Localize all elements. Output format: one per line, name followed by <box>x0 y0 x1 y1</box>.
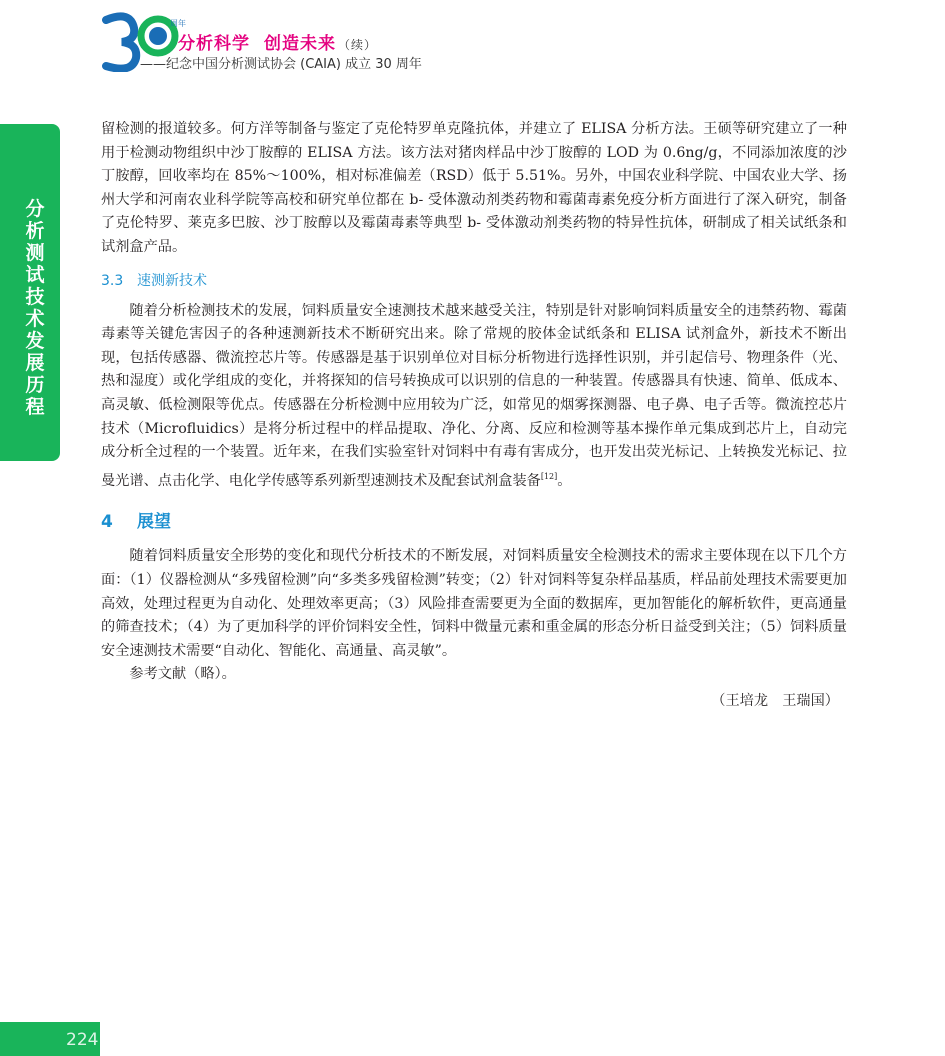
side-section-title: 分析测试技术发展历程 <box>25 198 45 418</box>
anniversary-label: 周年 <box>170 19 186 28</box>
page-number: 224 <box>66 1030 99 1050</box>
section-3-3-paragraph <box>101 300 847 494</box>
section-3-3-title: 速测新技术 <box>137 272 207 289</box>
slogan-left: 分析科学 <box>178 34 250 54</box>
references-note: 参考文献（略）。 <box>129 666 236 683</box>
authors-line: （王培龙 王瑞国） <box>711 692 839 709</box>
section-3-3-text: 随着分析检测技术的发展，饲料质量安全速测技术越来越受关注，特别是针对影响饲料质量安全的违禁药物、霉菌毒素等关键危害因子的各种速测新技术不断研究出来。除了常规的胶体金试纸条和 ELISA 试剂盒外，新技术不断出现，包括传感器、微流控芯片等。传感器是基于识别单位对目标分析物进行选择性识别，并引起信号、物理条件（光、热和湿度）或化学组成的变化，并将探知的信号转换成可以识别的信息的一种装置。传感器具有快速、简单、低成本、高灵敏、低检测限等优点。传感器在分析检测中应用较为广泛，如常见的烟雾探测器、电子鼻、电子舌等。微流控芯片技术（Microfluidics）是将分析过程中的样品提取、净化、分离、反应和检测等基本操作单元集成到芯片上，自动完成分析全过程的一个装置。近年来，在我们实验室针对饲料中有毒有害成分，也开发出荧光标记、上转换发光标记、拉曼光谱、点击化学、电化学传感等系列新型速测技术及配套试剂盒装备 <box>101 302 847 489</box>
continued-label: （续） <box>338 38 378 52</box>
page-header <box>100 12 520 72</box>
section-3-3-end: 。 <box>557 472 572 489</box>
slogan-right: 创造未来 <box>264 34 336 54</box>
slogan <box>178 29 377 54</box>
citation-12[interactable]: [12] <box>540 471 558 481</box>
section-4-heading <box>101 509 847 535</box>
logo-number-text: 30 <box>158 13 160 14</box>
article-body <box>101 118 847 713</box>
header-subtitle: ——纪念中国分析测试协会 (CAIA) 成立 30 周年 <box>140 57 422 72</box>
section-3-3-heading <box>101 270 847 292</box>
section-4-number: 4 <box>101 512 113 533</box>
intro-paragraph: 留检测的报道较多。何方洋等制备与鉴定了克伦特罗单克隆抗体，并建立了 ELISA 分析方法。王硕等研究建立了一种用于检测动物组织中沙丁胺醇的 ELISA 方法。该方法对猪肉样品中沙丁胺醇的 LOD 为 0.6ng/g，不同添加浓度的沙丁胺醇，回收率均在 85%～100%，相对标准偏差（RSD）低于 5.51%。另外，中国农业科学院、中国农业大学、扬州大学和河南农业科学院等高校和研究单位都在 b- 受体激动剂类药物和霉菌毒素免疫分析方面进行了深入研究，制备了克伦特罗、莱克多巴胺、沙丁胺醇以及霉菌毒素等典型 b- 受体激动剂类药物的特异性抗体，研制成了相关试纸条和试剂盒产品。 <box>101 121 847 255</box>
section-4-title: 展望 <box>137 512 171 533</box>
section-3-3-number: 3.3 <box>101 272 124 289</box>
section-4-paragraph: 随着饲料质量安全形势的变化和现代分析技术的不断发展，对饲料质量安全检测技术的需求主要体现在以下几个方面：（1）仪器检测从“多残留检测”向“多类多残留检测”转变；（2）针对饲料等复杂样品基质，样品前处理技术需要更加高效，处理过程更为自动化、处理效率更高；（3）风险排查需要更为全面的数据库，更加智能化的解析软件，更高通量的筛查技术；（4）为了更加科学的评价饲料安全性，饲料中微量元素和重金属的形态分析日益受到关注；（5）饲料质量安全速测技术需要“自动化、智能化、高通量、高灵敏”。 <box>101 548 847 659</box>
